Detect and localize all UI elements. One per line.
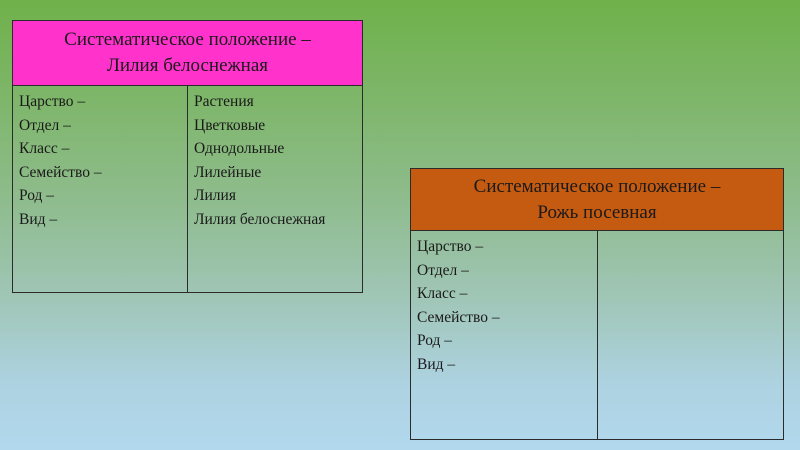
classification-table-rye [410, 168, 784, 440]
rank-class: Класс – [19, 140, 70, 157]
rank-genus: Род – [19, 187, 55, 204]
header-line-1: Систематическое положение – [473, 175, 721, 197]
header-line-1: Систематическое положение – [64, 29, 311, 50]
rank-division: Отдел – [417, 261, 469, 279]
values-column-empty [597, 231, 784, 440]
ranks-column [13, 86, 188, 293]
values-column [188, 86, 363, 293]
value-family: Лилейные [194, 163, 262, 181]
rank-family: Семейство – [417, 308, 500, 326]
table-header-rye [411, 169, 784, 231]
rank-family: Семейство – [19, 163, 102, 181]
value-class: Однодольные [194, 140, 285, 157]
rank-species: Вид – [417, 355, 456, 373]
rank-species: Вид – [19, 210, 58, 228]
rank-division: Отдел – [19, 116, 71, 134]
value-genus: Лилия [194, 187, 236, 204]
classification-table-lily [12, 20, 363, 293]
header-line-2: Лилия белоснежная [107, 55, 268, 76]
rank-genus: Род – [417, 332, 453, 349]
ranks-column [411, 231, 598, 440]
value-kingdom: Растения [194, 93, 254, 110]
rank-kingdom: Царство – [417, 238, 484, 255]
value-division: Цветковые [194, 116, 266, 134]
header-line-2: Рожь посевная [537, 201, 657, 223]
rank-class: Класс – [417, 285, 468, 302]
value-species: Лилия белоснежная [194, 210, 326, 228]
rank-kingdom: Царство – [19, 93, 86, 110]
table-header-lily [13, 21, 363, 86]
